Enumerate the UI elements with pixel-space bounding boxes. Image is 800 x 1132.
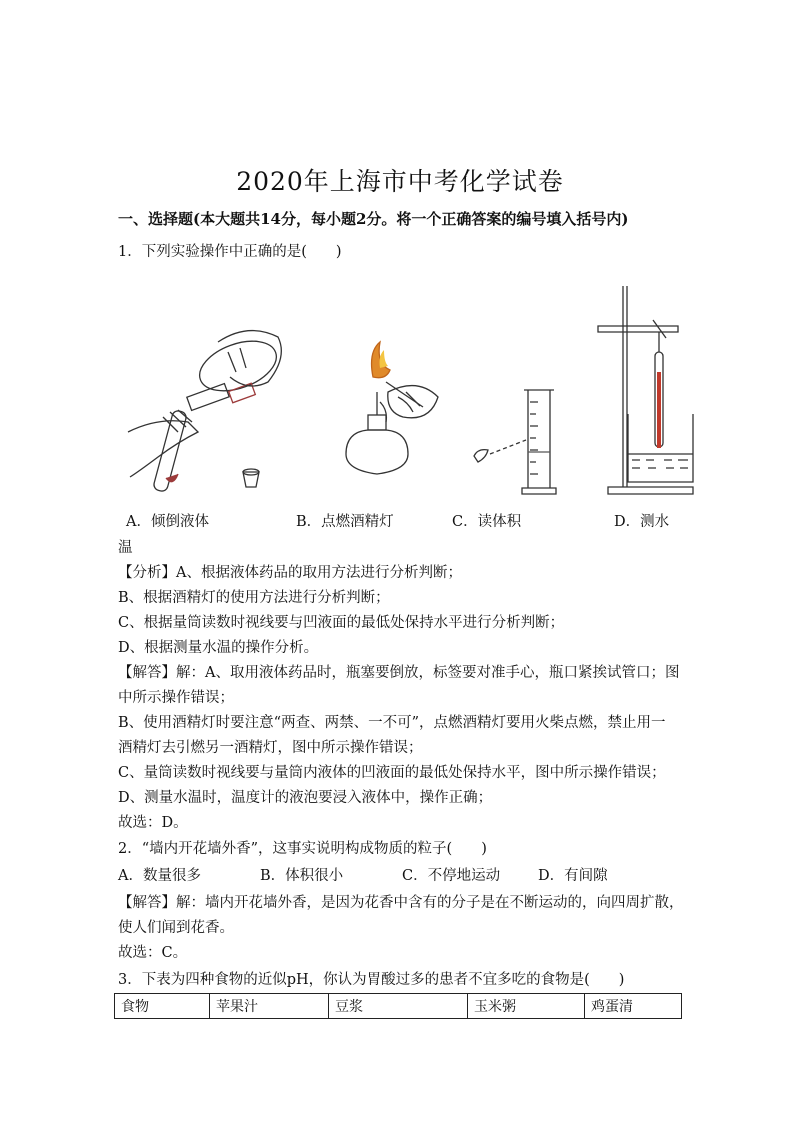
q2-option-b: B．体积很小 xyxy=(260,868,344,884)
q1-stem: 1．下列实验操作中正确的是( ) xyxy=(118,244,342,260)
q1-answer-line: D、测量水温时，温度计的液泡要浸入液体中，操作正确； xyxy=(118,790,493,806)
figure-alcohol-lamp xyxy=(346,342,438,474)
table-cell: 食物 xyxy=(115,994,210,1019)
q1-analysis-line: B、根据酒精灯的使用方法进行分析判断； xyxy=(118,590,390,606)
table-cell: 玉米粥 xyxy=(468,994,585,1019)
table-cell: 苹果汁 xyxy=(210,994,329,1019)
figure-thermometer-stand xyxy=(598,286,693,494)
page-title: 2020年上海市中考化学试卷 xyxy=(236,167,564,196)
figure-pour-liquid xyxy=(128,331,283,493)
q2-stem: 2．“墙内开花墙外香”，这事实说明构成物质的粒子( ) xyxy=(118,841,487,857)
q1-option-d-wrap: 温 xyxy=(118,540,133,556)
q1-answer-line: C、量筒读数时视线要与量筒内液体的凹液面的最低处保持水平，图中所示操作错误； xyxy=(118,765,666,781)
q3-stem: 3．下表为四种食物的近似pH，你认为胃酸过多的患者不宜多吃的食物是( ) xyxy=(118,972,625,988)
q2-answer-line: 故选：C。 xyxy=(118,945,188,961)
q1-analysis-line: C、根据量筒读数时视线要与凹液面的最低处保持水平进行分析判断； xyxy=(118,615,565,631)
q2-answer-line: 使人们闻到花香。 xyxy=(118,920,234,936)
q1-answer-line: B、使用酒精灯时要注意“两查、两禁、一不可”，点燃酒精灯要用火柴点燃，禁止用一 xyxy=(118,715,666,731)
q1-answer-line: 中所示操作错误； xyxy=(118,690,234,706)
q2-option-a: A．数量很多 xyxy=(118,868,201,884)
q1-answer-line: 酒精灯去引燃另一酒精灯，图中所示操作错误； xyxy=(118,740,423,756)
table-row xyxy=(115,994,682,1019)
q1-answer-line: 故选：D。 xyxy=(118,815,188,831)
table-cell: 鸡蛋清 xyxy=(585,994,682,1019)
q1-option-b: B．点燃酒精灯 xyxy=(296,514,394,530)
q1-option-c: C．读体积 xyxy=(452,514,522,530)
figure-graduated-cylinder xyxy=(474,390,556,494)
q1-answer-line: 【解答】解：A、取用液体药品时，瓶塞要倒放，标签要对准手心，瓶口紧挨试管口；图 xyxy=(118,665,680,681)
q1-option-a: A．倾倒液体 xyxy=(126,514,209,530)
q1-analysis-line: D、根据测量水温的操作分析。 xyxy=(118,640,319,656)
q2-option-d: D．有间隙 xyxy=(538,868,608,884)
food-ph-table xyxy=(114,993,682,1019)
q2-option-c: C．不停地运动 xyxy=(402,868,501,884)
section-heading: 一、选择题(本大题共14分，每小题2分。将一个正确答案的编号填入括号内) xyxy=(118,210,629,228)
q2-answer-line: 【解答】解：墙内开花墙外香，是因为花香中含有的分子是在不断运动的，向四周扩散， xyxy=(118,895,684,911)
q1-analysis-line: 【分析】A、根据液体药品的取用方法进行分析判断； xyxy=(118,565,462,581)
table-cell: 豆浆 xyxy=(329,994,468,1019)
q1-option-d: D．测水 xyxy=(614,514,670,530)
q1-figures xyxy=(118,282,708,500)
